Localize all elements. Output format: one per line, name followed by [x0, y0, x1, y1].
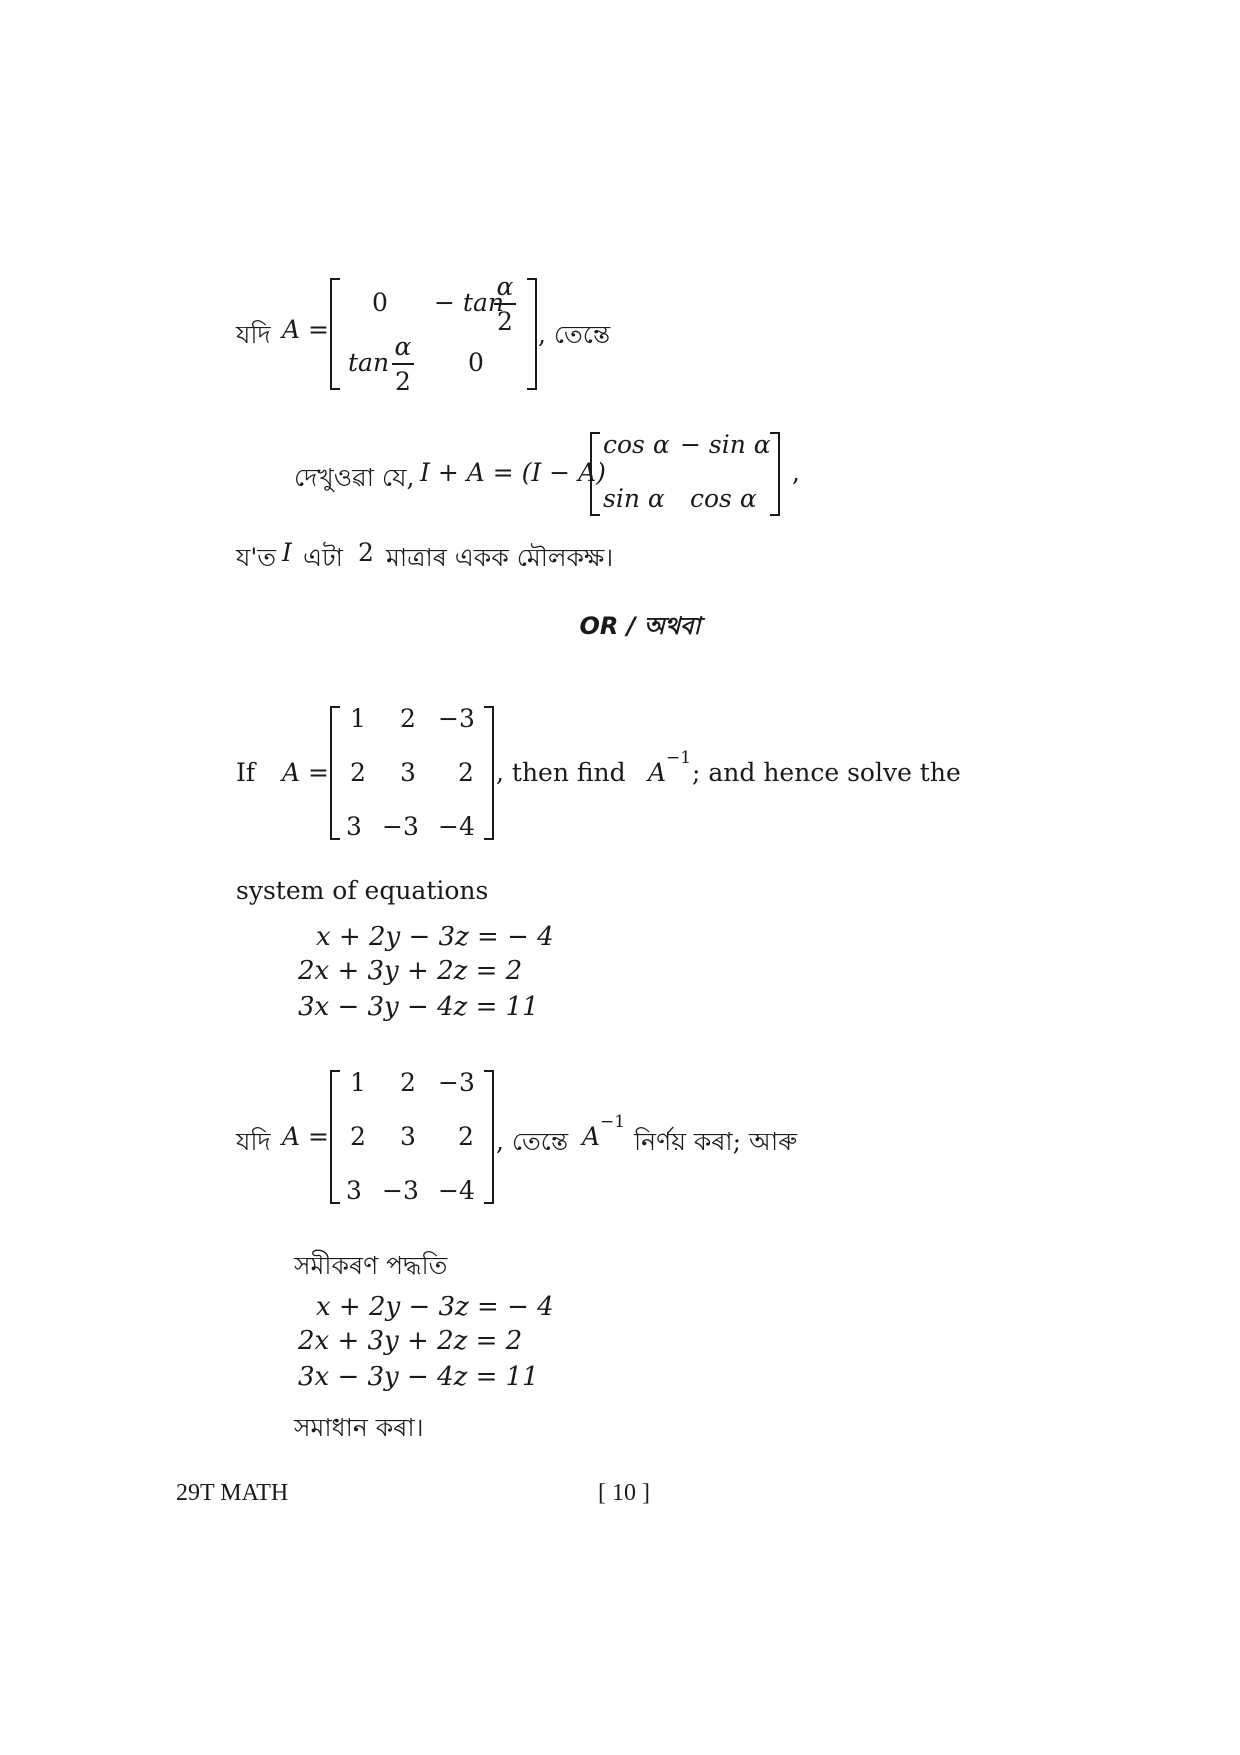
q2en-bracket-right: [484, 706, 494, 840]
q1-lead: যদি: [236, 320, 271, 349]
q1-show: দেখুওৱা যে,: [294, 463, 415, 492]
q2en-var-a: A =: [282, 758, 329, 787]
or-label: OR / অথবা: [579, 612, 701, 640]
q2as-closing: সমাধান কৰা।: [294, 1413, 424, 1442]
q2as-m31: 3: [346, 1176, 362, 1205]
q2as-m22: 3: [400, 1122, 416, 1151]
q2as-inverse-exp: −1: [600, 1112, 626, 1132]
q2en-bracket-left: [330, 706, 340, 840]
q2en-eq3: 3x − 3y − 4z = 11: [298, 992, 539, 1022]
q1-rot-bracket-left: [590, 432, 600, 516]
q1-where-i: I: [282, 538, 292, 567]
q2as-eq2: 2x + 3y + 2z = 2: [298, 1326, 523, 1356]
q1-identity-lhs: I + A = (I − A): [420, 458, 606, 487]
q1-m21-prefix: tan: [348, 348, 390, 377]
q2as-inverse: A: [582, 1122, 601, 1151]
or-divider: [520, 608, 760, 648]
q2en-inverse-exp: −1: [666, 748, 692, 768]
q1-m21-two: 2: [395, 367, 411, 396]
q2as-eq3: 3x − 3y − 4z = 11: [298, 1362, 539, 1392]
q1-trailing-comma: ,: [792, 458, 800, 487]
q1-where-post: মাত্ৰাৰ একক মৌলকক্ষ।: [386, 543, 614, 572]
q1-m12-alpha: α: [496, 272, 514, 301]
q2as-lead: যদি: [236, 1127, 271, 1156]
q1-where-mid: এটা: [303, 543, 343, 572]
q2as-m11: 1: [350, 1068, 366, 1097]
q2en-m13: −3: [438, 704, 475, 733]
q1-rot-bracket-right: [770, 432, 780, 516]
q2as-var-a: A =: [282, 1122, 329, 1151]
q2en-eq2: 2x + 3y + 2z = 2: [298, 956, 523, 986]
q2en-after: , then find: [496, 758, 626, 787]
q2as-m23: 2: [458, 1122, 474, 1151]
q2as-bracket-right: [484, 1070, 494, 1204]
q2as-after2: নিৰ্ণয় কৰা; আৰু: [634, 1127, 798, 1156]
q2en-line2: system of equations: [236, 876, 489, 905]
q1-m12-two: 2: [497, 307, 513, 336]
q2as-m12: 2: [400, 1068, 416, 1097]
q2as-bracket-left: [330, 1070, 340, 1204]
q1-m12-fraction: [494, 272, 516, 336]
q1-m21-fraction: [392, 332, 414, 396]
q2en-m32: −3: [382, 812, 419, 841]
q2as-eq1: x + 2y − 3z = − 4: [316, 1292, 554, 1322]
q2en-m31: 3: [346, 812, 362, 841]
q2as-m21: 2: [350, 1122, 366, 1151]
q2as-m13: −3: [438, 1068, 475, 1097]
q2en-eq1: x + 2y − 3z = − 4: [316, 922, 554, 952]
q1-r12: − sin α: [680, 430, 771, 459]
q1-m21-alpha: α: [394, 332, 412, 361]
q2as-m32: −3: [382, 1176, 419, 1205]
q2as-line2: সমীকৰণ পদ্ধতি: [294, 1251, 448, 1280]
q2en-m23: 2: [458, 758, 474, 787]
q2en-m11: 1: [350, 704, 366, 733]
q2as-m33: −4: [438, 1176, 475, 1205]
footer-page-number: [ 10 ]: [598, 1480, 650, 1506]
q1-var-a: A =: [282, 315, 329, 344]
q2en-inverse: A: [648, 758, 667, 787]
q2en-lead: If: [236, 758, 256, 787]
q2en-m22: 3: [400, 758, 416, 787]
q1-m11: 0: [372, 288, 388, 317]
q1-m12-prefix: − tan: [434, 288, 504, 317]
q2en-m33: −4: [438, 812, 475, 841]
q1-where-pre: য'ত: [236, 543, 277, 572]
q1-m22: 0: [468, 348, 484, 377]
q1-bracket-right: [527, 278, 537, 390]
q1-where-two: 2: [358, 538, 374, 567]
q2en-m21: 2: [350, 758, 366, 787]
q1-r21: sin α: [603, 484, 665, 513]
q1-r11: cos α: [603, 430, 670, 459]
footer-code: 29T MATH: [176, 1480, 289, 1506]
q1-suffix: , তেন্তে: [538, 320, 611, 349]
q2en-after2: ; and hence solve the: [692, 758, 961, 787]
q2en-m12: 2: [400, 704, 416, 733]
q1-bracket-left: [330, 278, 340, 390]
q2as-after: , তেন্তে: [496, 1127, 569, 1156]
q1-r22: cos α: [690, 484, 757, 513]
